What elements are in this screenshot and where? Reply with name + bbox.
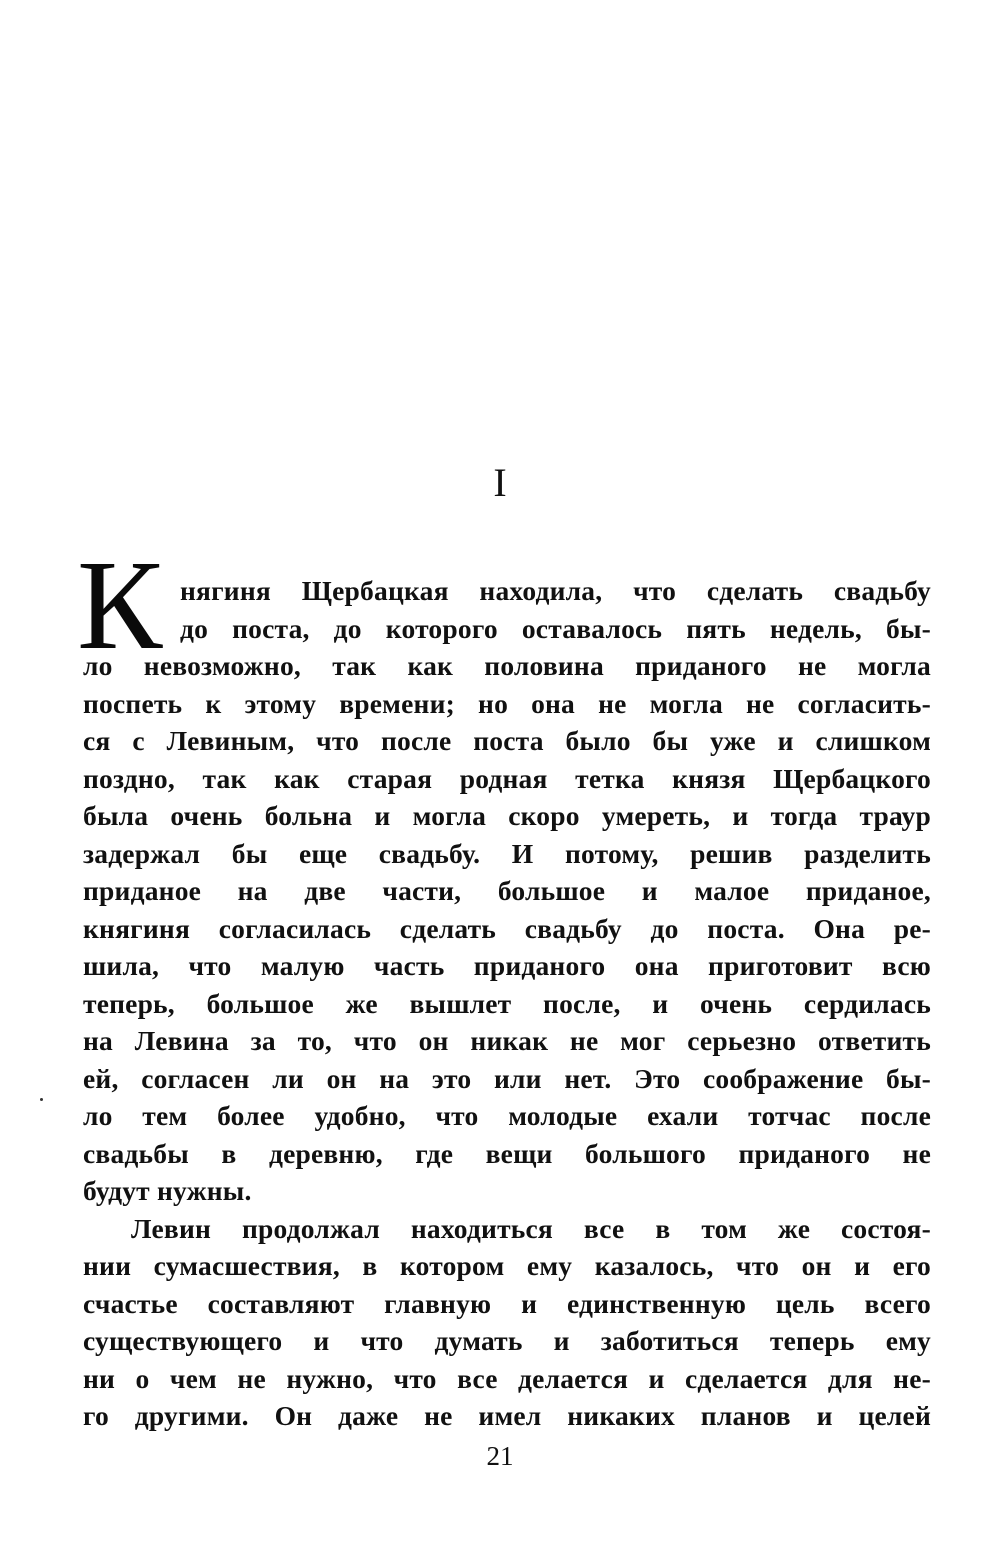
text-line: нии сумасшествия, в котором ему казалось, что он и его <box>83 1250 931 1281</box>
text-line: до поста, до которого оставалось пять недель, бы- <box>180 613 931 644</box>
page-number: 21 <box>486 1441 514 1471</box>
text-line: теперь, большое же вышлет после, и очень сердилась <box>83 988 931 1019</box>
text-line: Левин продолжал находиться все в том же состоя- <box>131 1213 931 1244</box>
text-line: задержал бы еще свадьбу. И потому, решив разделить <box>83 838 931 869</box>
text-line: существующего и что думать и заботиться теперь ему <box>83 1325 931 1356</box>
text-line: шила, что малую часть приданого она приготовит всю <box>83 950 931 981</box>
text-line: на Левина за то, что он никак не мог серьезно ответить <box>83 1025 931 1056</box>
scan-speck <box>40 1098 43 1101</box>
text-line: была очень больна и могла скоро умереть, и тогда траур <box>83 800 931 831</box>
text-line: княгиня согласилась сделать свадьбу до поста. Она ре- <box>83 913 931 944</box>
text-line: го другими. Он даже не имел никаких планов и целей <box>83 1400 931 1431</box>
text-line: ло тем более удобно, что молодые ехали тотчас после <box>83 1100 931 1131</box>
text-line: ей, согласен ли он на это или нет. Это соображение бы- <box>83 1063 931 1094</box>
text-line: приданое на две части, большое и малое приданое, <box>83 875 931 906</box>
text-line: ло невозможно, так как половина приданого не могла <box>83 650 931 681</box>
chapter-number: I <box>493 460 507 505</box>
text-line: поспеть к этому времени; но она не могла не согласить- <box>83 688 931 719</box>
drop-cap-letter: К <box>77 534 163 676</box>
text-line: свадьбы в деревню, где вещи большого приданого не <box>83 1138 931 1169</box>
text-line: будут нужны. <box>83 1175 252 1206</box>
text-line: счастье составляют главную и единственную цель всего <box>83 1288 931 1319</box>
text-line: нягиня Щербацкая находила, что сделать свадьбу <box>180 575 931 606</box>
text-line: ни о чем не нужно, что все делается и сделается для не- <box>83 1363 931 1394</box>
text-line: поздно, так как старая родная тетка князя Щербацкого <box>83 763 931 794</box>
text-line: ся с Левиным, что после поста было бы уже и слишком <box>83 725 931 756</box>
